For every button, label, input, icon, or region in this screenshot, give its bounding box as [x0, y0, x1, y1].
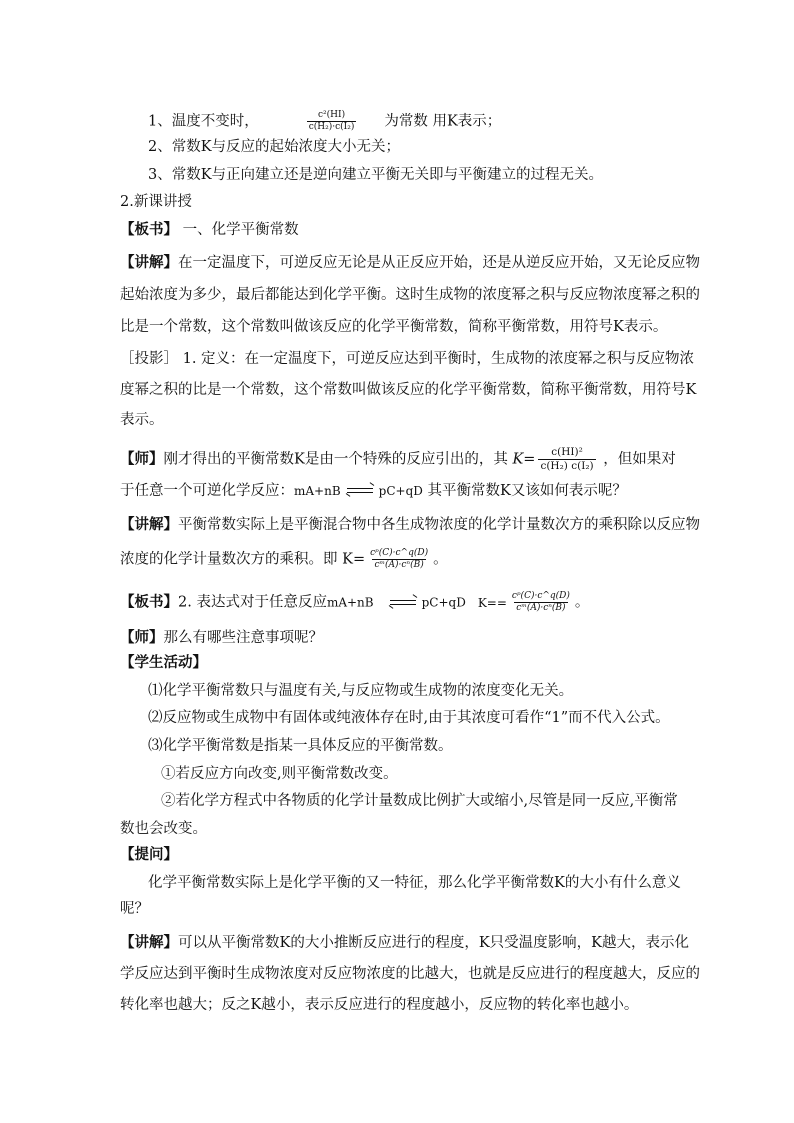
teacher-1-question: 其平衡常数K又该如何表示呢？ [422, 483, 627, 499]
lecture-3-line-2: 学反应达到平衡时生成物浓度对反应物浓度的比越大，也就是反应进行的程度越大，反应的 [120, 966, 700, 982]
teacher-1-text-end: ，但如果对 [598, 451, 676, 468]
projection-line-2: 度幂之积的比是一个常数，这个常数叫做该反应的化学平衡常数，简称平衡常数，用符号K [120, 382, 697, 398]
list-item-3a: ①若反应方向改变,则平衡常数改变。 [161, 766, 398, 782]
reactants: mA+nB [326, 595, 374, 610]
k-symbol: K== [477, 595, 507, 610]
teacher-1-line-2 [120, 481, 627, 501]
teacher-2 [120, 628, 323, 648]
lecture-1-text: 在一定温度下，可逆反应无论是从正反应开始，还是从逆反应开始，又无论反应物 [178, 255, 700, 271]
list-item-3: ⑶化学平衡常数是指某一具体反应的平衡常数。 [148, 738, 453, 754]
note-line-3: 3、常数K与正向建立还是逆向建立平衡无关即与平衡建立的过程无关。 [148, 167, 604, 183]
projection-line-1: ［投影］ 1. 定义：在一定温度下，可逆反应达到平衡时，生成物的浓度幂之积与反应物浓 [120, 351, 695, 367]
period: 。 [433, 551, 448, 568]
fraction-denominator: c(H₂) c(I₂) [540, 460, 594, 472]
board-2 [120, 591, 589, 614]
fraction-denominator: c(H₂)·c(I₂) [308, 122, 355, 132]
products: pC+qD [421, 595, 466, 610]
fraction-denominator: cᵐ(A)·cⁿ(B) [516, 603, 566, 613]
lecture-2-text: 平衡常数实际上是平衡混合物中各生成物浓度的化学计量数次方的乘积除以反应物 [178, 517, 700, 533]
hi-k-fraction [538, 446, 595, 473]
teacher-tag: 【师】 [120, 450, 164, 468]
note-line-1 [148, 110, 501, 133]
lecture-2-line-1 [120, 515, 700, 535]
list-item-3b-line-2: 数也会改变。 [120, 821, 207, 837]
lecture-1-line-2: 起始浓度为多少，最后都能达到化学平衡。这时生成物的浓度幂之积与反应物浓度幂之积的 [120, 287, 700, 303]
teacher-1-line-1 [120, 446, 676, 473]
equilibrium-arrow-icon [347, 486, 373, 496]
board-tag: 【板书】 [120, 593, 178, 611]
lecture-1-line-3: 比是一个常数，这个常数叫做该反应的化学平衡常数，简称平衡常数，用符号K表示。 [120, 319, 668, 335]
lecture-tag: 【讲解】 [120, 934, 178, 951]
question-line-2: 呢？ [120, 901, 149, 917]
general-k-fraction [368, 548, 430, 571]
board-1 [120, 220, 299, 240]
lecture-tag: 【讲解】 [120, 516, 178, 533]
lecture-3-line-3: 转化率也越大；反之K越小，表示反应进行的程度越小，反应物的转化率也越小。 [120, 997, 639, 1013]
board-tag: 【板书】 [120, 221, 178, 238]
board-1-text: 一、化学平衡常数 [178, 222, 299, 238]
list-item-1: ⑴化学平衡常数只与温度有关,与反应物或生成物的浓度变化无关。 [148, 683, 574, 699]
teacher-1-text: 刚才得出的平衡常数K是由一个特殊的反应引出的，其 [163, 451, 513, 468]
fraction-numerator: cᵖ(C)·c^q(D) [511, 591, 570, 601]
question-tag: 【提问】 [120, 846, 178, 863]
question-line-1: 化学平衡常数实际上是化学平衡的又一特征，那么化学平衡常数K的大小有什么意义 [148, 875, 681, 891]
lecture-2-text-2: 浓度的化学计量数次方的乘积。即 K= [120, 551, 366, 568]
lecture-3-line-1 [120, 933, 689, 953]
fraction-numerator: cᵖ(C)·c^q(D) [370, 548, 429, 558]
student-activity-tag: 【学生活动】 [120, 654, 207, 671]
fraction-numerator: c(HI)² [551, 446, 583, 458]
note-1-text: 1、温度不变时， [148, 113, 259, 130]
note-1-suffix: 为常数 用K表示； [384, 113, 502, 130]
lecture-1-line-1 [120, 253, 700, 273]
lecture-2-line-2 [120, 548, 448, 571]
equilibrium-arrow-icon [390, 598, 416, 608]
note-line-2: 2、常数K与反应的起始浓度大小无关； [148, 139, 401, 155]
general-k-fraction [510, 591, 572, 614]
hi-equilibrium-fraction [307, 110, 357, 133]
teacher-1-line-2-text: 于任意一个可逆化学反应： [120, 483, 294, 499]
k-symbol: K= [512, 451, 536, 468]
period: 。 [574, 594, 590, 611]
list-item-3b-line-1: ②若化学方程式中各物质的化学计量数成比例扩大或缩小,尽管是同一反应,平衡常 [161, 793, 678, 809]
fraction-denominator: cᵐ(A)·cⁿ(B) [374, 560, 424, 570]
lecture-tag: 【讲解】 [120, 254, 178, 271]
teacher-2-text: 那么有哪些注意事项呢？ [163, 630, 323, 646]
fraction-numerator: c²(HI) [318, 110, 346, 120]
list-item-2: ⑵反应物或生成物中有固体或纯液体存在时,由于其浓度可看作“1”而不代入公式。 [148, 710, 670, 726]
reactants: mA+nB [294, 484, 341, 498]
projection-line-3: 表示。 [120, 412, 164, 428]
lecture-3-text: 可以从平衡常数K的大小推断反应进行的程度，K只受温度影响，K越大，表示化 [178, 935, 689, 951]
teacher-tag: 【师】 [120, 629, 164, 646]
section-title: 2.新课讲授 [120, 194, 192, 210]
board-2-text: 2. 表达式对于任意反应 [178, 594, 327, 611]
products: pC+qD [378, 484, 423, 498]
